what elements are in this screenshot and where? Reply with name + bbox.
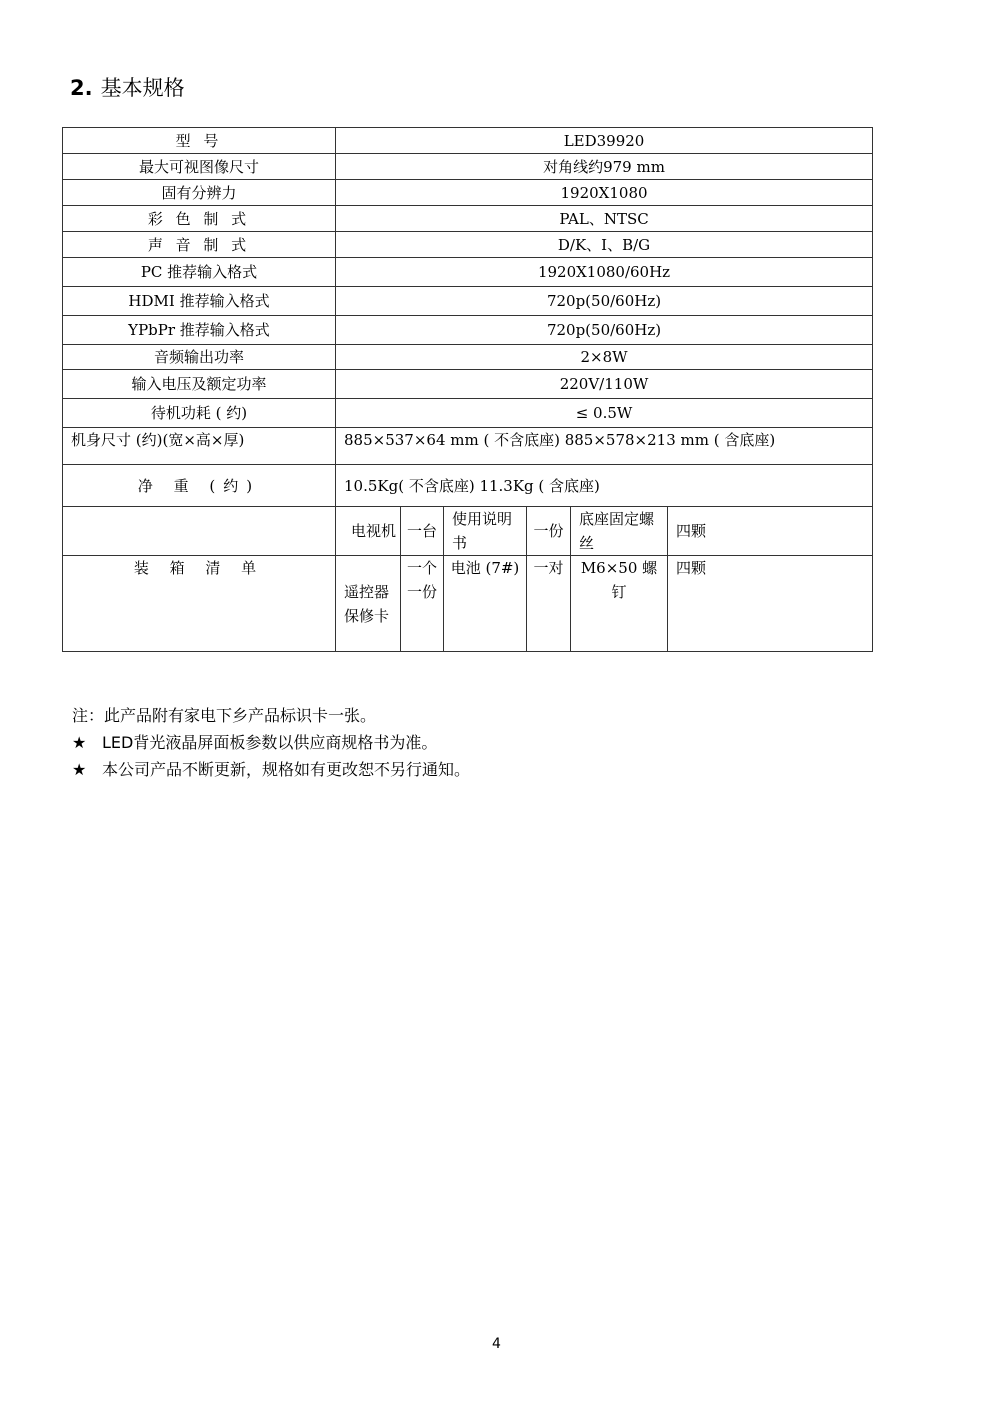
spec-value: ≤ 0.5W bbox=[336, 399, 873, 428]
packing-label: 装 箱 清 单 bbox=[63, 556, 336, 652]
packing-item: 电池 (7#) bbox=[444, 556, 527, 652]
section-heading bbox=[70, 72, 185, 102]
packing-label-empty bbox=[63, 507, 336, 556]
packing-item: 遥控器 保修卡 bbox=[336, 556, 401, 652]
spec-value: 885×537×64 mm ( 不含底座) 885×578×213 mm ( 含底座) bbox=[336, 428, 873, 465]
spec-row-resolution bbox=[63, 180, 873, 206]
spec-row-audio-power bbox=[63, 345, 873, 370]
spec-value: 1920X1080 bbox=[336, 180, 873, 206]
spec-row-sound-system bbox=[63, 232, 873, 258]
section-number: 2. bbox=[70, 76, 93, 100]
star-icon: ★ bbox=[72, 760, 87, 779]
packing-item: M6×50 螺钉 bbox=[571, 556, 668, 652]
note-item bbox=[72, 756, 470, 783]
spec-label: PC 推荐输入格式 bbox=[63, 258, 336, 287]
spec-label: 型 号 bbox=[63, 128, 336, 154]
spec-value: LED39920 bbox=[336, 128, 873, 154]
spec-label: 音频输出功率 bbox=[63, 345, 336, 370]
spec-label: 净 重 (约) bbox=[63, 465, 336, 507]
spec-label: 固有分辨力 bbox=[63, 180, 336, 206]
note-item-text: 本公司产品不断更新，规格如有更改恕不另行通知。 bbox=[102, 760, 471, 779]
spec-value: 220V/110W bbox=[336, 370, 873, 399]
spec-label: YPbPr 推荐输入格式 bbox=[63, 316, 336, 345]
spec-row-net-weight bbox=[63, 465, 873, 507]
page-number: 4 bbox=[492, 1336, 501, 1352]
packing-qty: 四颗 bbox=[668, 556, 873, 652]
packing-qty: 一对 bbox=[527, 556, 571, 652]
spec-value: 10.5Kg( 不含底座) 11.3Kg ( 含底座) bbox=[336, 465, 873, 507]
packing-row-1 bbox=[63, 507, 873, 556]
spec-row-dimensions bbox=[63, 428, 873, 465]
packing-row-2 bbox=[63, 556, 873, 652]
star-icon: ★ bbox=[72, 733, 87, 752]
spec-value: 2×8W bbox=[336, 345, 873, 370]
packing-qty: 一台 bbox=[401, 507, 444, 556]
spec-row-hdmi-input bbox=[63, 287, 873, 316]
note-item-text: LED背光液晶屏面板参数以供应商规格书为准。 bbox=[102, 733, 438, 752]
spec-row-color-system bbox=[63, 206, 873, 232]
spec-row-ypbpr-input bbox=[63, 316, 873, 345]
spec-row-standby-power bbox=[63, 399, 873, 428]
spec-label: 输入电压及额定功率 bbox=[63, 370, 336, 399]
spec-value: 1920X1080/60Hz bbox=[336, 258, 873, 287]
spec-label: HDMI 推荐输入格式 bbox=[63, 287, 336, 316]
section-title: 基本规格 bbox=[100, 76, 185, 100]
spec-row-pc-input bbox=[63, 258, 873, 287]
spec-value: 720p(50/60Hz) bbox=[336, 316, 873, 345]
packing-item: 底座固定螺丝 bbox=[571, 507, 668, 556]
note-item bbox=[72, 729, 470, 756]
spec-label: 彩 色 制 式 bbox=[63, 206, 336, 232]
packing-qty: 一份 bbox=[527, 507, 571, 556]
spec-label: 声 音 制 式 bbox=[63, 232, 336, 258]
spec-table bbox=[62, 127, 873, 652]
packing-qty: 一个 一份 bbox=[401, 556, 444, 652]
spec-value: PAL、NTSC bbox=[336, 206, 873, 232]
packing-qty: 四颗 bbox=[668, 507, 873, 556]
spec-value: D/K、I、B/G bbox=[336, 232, 873, 258]
spec-label: 待机功耗 ( 约) bbox=[63, 399, 336, 428]
spec-label: 最大可视图像尺寸 bbox=[63, 154, 336, 180]
packing-item: 电视机 bbox=[336, 507, 401, 556]
spec-value: 对角线约979 mm bbox=[336, 154, 873, 180]
spec-label: 机身尺寸 (约)(宽×高×厚) bbox=[63, 428, 336, 465]
spec-row-screen-size bbox=[63, 154, 873, 180]
spec-row-model bbox=[63, 128, 873, 154]
spec-value: 720p(50/60Hz) bbox=[336, 287, 873, 316]
note-line: 注：此产品附有家电下乡产品标识卡一张。 bbox=[72, 706, 377, 725]
notes-section bbox=[72, 702, 470, 783]
packing-item: 使用说明书 bbox=[444, 507, 527, 556]
spec-row-input-voltage bbox=[63, 370, 873, 399]
